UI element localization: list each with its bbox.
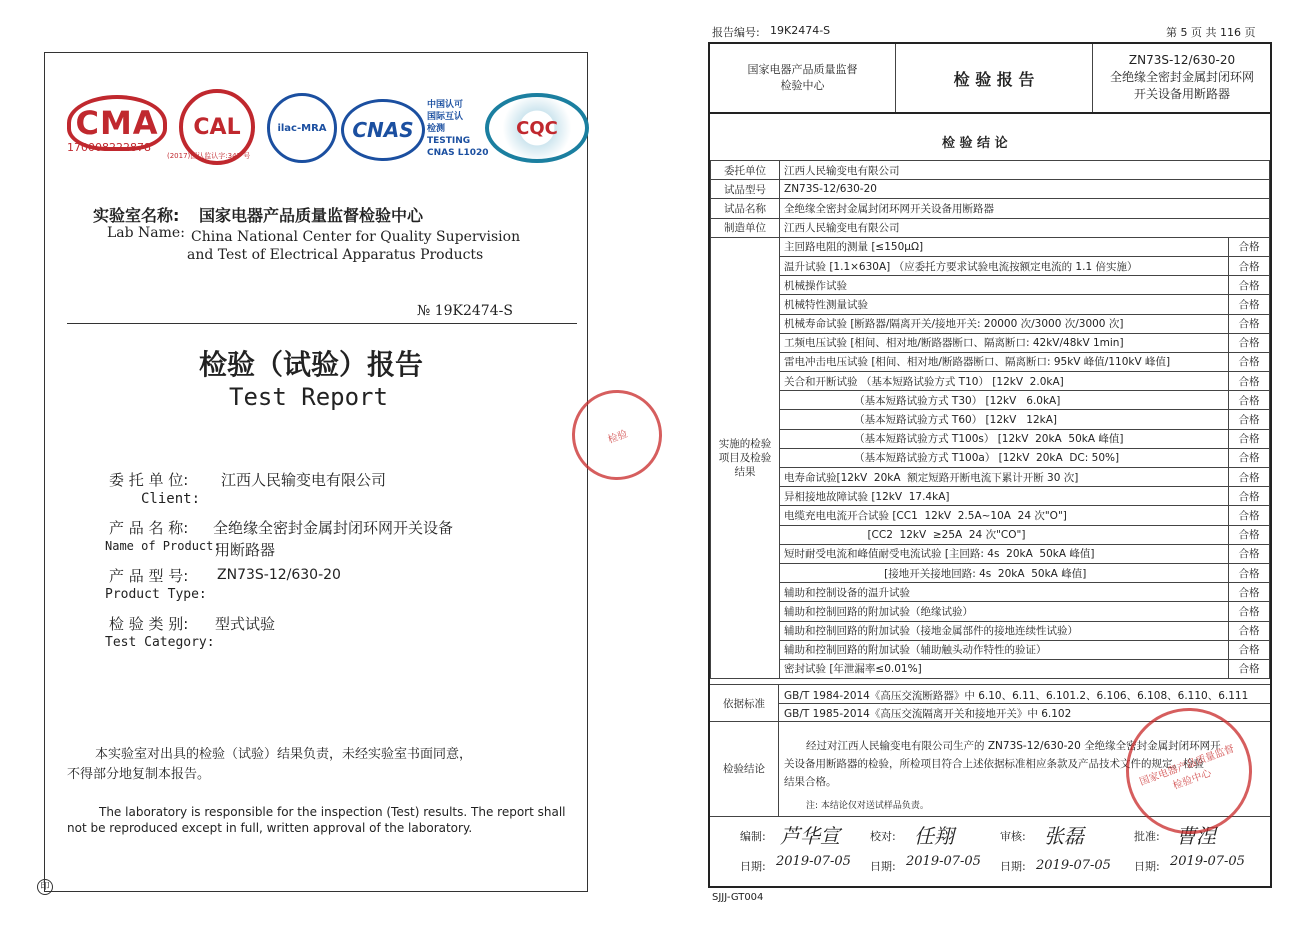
notice-en-1: The laboratory is responsible for the inspection (Test) results. The report shall	[99, 805, 566, 819]
date-label-3: 日期:	[1000, 860, 1026, 873]
test-item-row	[711, 295, 1270, 314]
cnas-note-4: TESTING	[427, 136, 471, 146]
date-value-1: 2019-07-05	[776, 854, 851, 869]
test-item-row	[711, 391, 1270, 410]
test-item-result: 合格	[1229, 314, 1270, 333]
basis-standard-1: GB/T 1984-2014《高压交流断路器》中 6.10、6.11、6.101.2、6.106、6.108、6.110、6.111	[784, 690, 1249, 702]
footer-mark-text: 印	[40, 882, 50, 892]
test-items-label: 实施的检验项目及检验结果	[711, 237, 780, 678]
test-item-text: 辅助和控制回路的附加试验（辅助触头动作特性的验证）	[780, 640, 1229, 659]
info-row-value: 江西人民输变电有限公司	[780, 161, 1270, 180]
report-number-label: 报告编号:	[712, 26, 760, 39]
sign-review-label: 审核:	[1000, 830, 1026, 843]
test-item-result: 合格	[1229, 333, 1270, 352]
header-title	[896, 44, 1093, 112]
type-label-en: Product Type:	[105, 587, 207, 602]
test-item-text: 机械特性测量试验	[780, 295, 1229, 314]
report-conclusion-page	[706, 18, 1276, 918]
cma-logo-text: CMA	[75, 104, 159, 142]
test-item-text: 关合和开断试验 （基本短路试验方式 T10） [12kV 2.0kA]	[780, 372, 1229, 391]
test-item-text: （基本短路试验方式 T60） [12kV 12kA]	[780, 410, 1229, 429]
official-seal-text: 国家电器产品质量监督检验中心	[1138, 743, 1236, 792]
test-item-text: 辅助和控制回路的附加试验（绝缘试验）	[780, 602, 1229, 621]
test-item-result: 合格	[1229, 410, 1270, 429]
test-item-result: 合格	[1229, 295, 1270, 314]
sign-approve-label: 批准:	[1134, 830, 1160, 843]
test-item-row	[711, 621, 1270, 640]
test-item-row	[711, 372, 1270, 391]
lab-name-en-label: Lab Name:	[107, 225, 185, 241]
cnas-logo-text: CNAS	[352, 118, 414, 142]
cnas-note-2: 国际互认	[427, 112, 464, 122]
test-item-result: 合格	[1229, 487, 1270, 506]
sign-compile-label: 编制:	[740, 830, 766, 843]
test-item-row	[711, 640, 1270, 659]
date-value-4: 2019-07-05	[1170, 854, 1245, 869]
header-box	[708, 42, 1272, 114]
cqc-logo-text: CQC	[516, 117, 558, 139]
info-row-value: 全绝缘全密封金属封闭环网开关设备用断路器	[780, 199, 1270, 218]
cma-number: 170008222878	[67, 141, 151, 154]
client-label-en: Client:	[141, 491, 201, 507]
category-label-en: Test Category:	[105, 635, 215, 650]
conclusion-note: 注: 本结论仅对送试样品负责。	[806, 801, 929, 811]
conclusion-heading: 检 验 结 论	[942, 136, 1008, 151]
form-code: SJJJ-GT004	[712, 892, 764, 903]
test-item-row	[711, 410, 1270, 429]
info-row-label: 试品名称	[711, 199, 780, 218]
info-row	[711, 199, 1270, 218]
cnas-notes	[427, 99, 489, 159]
lab-name-en-2: and Test of Electrical Apparatus Products	[187, 247, 484, 263]
report-number: № 19K2474-S	[417, 303, 513, 319]
test-item-text: （基本短路试验方式 T100s） [12kV 20kA 50kA 峰值]	[780, 429, 1229, 448]
test-item-row	[711, 544, 1270, 563]
test-item-text: [CC2 12kV ≥25A 24 次"CO"]	[780, 525, 1229, 544]
client-value: 江西人民输变电有限公司	[221, 471, 387, 489]
test-item-result: 合格	[1229, 256, 1270, 275]
test-item-result: 合格	[1229, 276, 1270, 295]
product-label-en: Name of Product:	[105, 539, 221, 553]
report-number-value: 19K2474-S	[770, 24, 831, 37]
cnas-note-3: 检测	[427, 124, 446, 134]
left-seal-text: 检验	[606, 428, 629, 446]
test-item-row	[711, 659, 1270, 678]
test-item-row	[711, 487, 1270, 506]
test-item-text: 密封试验 [年泄漏率≤0.01%]	[780, 659, 1229, 678]
page-info: 第 5 页 共 116 页	[1166, 26, 1256, 39]
date-value-3: 2019-07-05	[1036, 858, 1111, 873]
test-item-text: 电缆充电电流开合试验 [CC1 12kV 2.5A~10A 24 次"O"]	[780, 506, 1229, 525]
test-item-text: （基本短路试验方式 T30） [12kV 6.0kA]	[780, 391, 1229, 410]
date-label-2: 日期:	[870, 860, 896, 873]
sign-review-signature: 张磊	[1044, 824, 1084, 848]
test-item-text: 主回路电阻的测量 [≤150μΩ]	[780, 237, 1229, 256]
test-item-row	[711, 237, 1270, 256]
header-org-line-2: 检验中心	[780, 79, 825, 92]
header-product-line-3: 开关设备用断路器	[1133, 87, 1230, 101]
test-item-result: 合格	[1229, 544, 1270, 563]
info-row	[711, 218, 1270, 237]
type-value: ZN73S-12/630-20	[217, 567, 341, 583]
basis-label-text: 依据标准	[723, 697, 765, 710]
header-org	[710, 44, 896, 112]
cnas-logo	[341, 99, 425, 161]
type-label-cn: 产 品 型 号:	[109, 567, 189, 585]
basis-divider	[778, 703, 1270, 704]
test-item-row	[711, 525, 1270, 544]
report-number-rule	[67, 323, 577, 324]
header-org-line-1: 国家电器产品质量监督	[747, 63, 858, 76]
info-row-label: 委托单位	[711, 161, 780, 180]
ilac-logo-text: ilac-MRA	[277, 122, 327, 134]
client-label-cn: 委 托 单 位:	[109, 471, 189, 489]
test-item-result: 合格	[1229, 525, 1270, 544]
test-item-result: 合格	[1229, 429, 1270, 448]
test-item-text: 机械操作试验	[780, 276, 1229, 295]
date-label-4: 日期:	[1134, 860, 1160, 873]
test-item-text: （基本短路试验方式 T100a） [12kV 20kA DC: 50%]	[780, 448, 1229, 467]
header-product	[1092, 44, 1272, 112]
product-value-2: 用断路器	[215, 541, 276, 559]
product-value-1: 全绝缘全密封金属封闭环网开关设备	[213, 519, 454, 537]
test-item-row	[711, 256, 1270, 275]
conclusion-label-text: 检验结论	[723, 762, 765, 775]
test-item-text: 温升试验 [1.1×630A] （应委托方要求试验电流按额定电流的 1.1 倍实施）	[780, 256, 1229, 275]
sign-compile-signature: 芦华宣	[780, 824, 840, 848]
ilac-logo	[267, 93, 337, 163]
conclusion-line-3: 结果合格。	[784, 776, 837, 788]
sign-check-label: 校对:	[870, 830, 896, 843]
test-item-row	[711, 429, 1270, 448]
test-item-result: 合格	[1229, 563, 1270, 582]
cal-logo-text: CAL	[193, 114, 241, 140]
sign-check-signature: 任翔	[914, 824, 954, 848]
test-item-text: 电寿命试验[12kV 20kA 额定短路开断电流下累计开断 30 次]	[780, 468, 1229, 487]
test-item-result: 合格	[1229, 659, 1270, 678]
footer-mark	[37, 879, 53, 895]
info-row-label: 试品型号	[711, 180, 780, 199]
test-item-result: 合格	[1229, 391, 1270, 410]
report-title-en: Test Report	[229, 383, 388, 411]
lab-name-cn: 国家电器产品质量监督检验中心	[199, 206, 424, 225]
test-item-text: [接地开关接地回路: 4s 20kA 50kA 峰值]	[780, 563, 1229, 582]
test-item-row	[711, 448, 1270, 467]
notice-cn-2: 不得部分地复制本报告。	[67, 767, 211, 782]
test-item-result: 合格	[1229, 352, 1270, 371]
test-item-text: 异相接地故障试验 [12kV 17.4kA]	[780, 487, 1229, 506]
test-item-result: 合格	[1229, 640, 1270, 659]
cnas-note-5: CNAS L1020	[427, 148, 489, 158]
report-title-cn: 检验（试验）报告	[199, 348, 424, 381]
info-row-value: 江西人民输变电有限公司	[780, 218, 1270, 237]
header-product-line-1: ZN73S-12/630-20	[1128, 53, 1236, 67]
cnas-note-1: 中国认可	[427, 100, 464, 110]
info-row-value: ZN73S-12/630-20	[780, 180, 1270, 199]
test-item-row	[711, 583, 1270, 602]
test-item-row	[711, 314, 1270, 333]
test-item-text: 短时耐受电流和峰值耐受电流试验 [主回路: 4s 20kA 50kA 峰值]	[780, 544, 1229, 563]
lab-name-cn-label: 实验室名称:	[93, 206, 180, 225]
test-item-row	[711, 602, 1270, 621]
date-value-2: 2019-07-05	[906, 854, 981, 869]
product-label-cn: 产 品 名 称:	[109, 519, 189, 537]
basis-standard-2: GB/T 1985-2014《高压交流隔离开关和接地开关》中 6.102	[784, 708, 1072, 720]
basis-label	[710, 685, 779, 721]
test-item-text: 雷电冲击电压试验 [相间、相对地/断路器断口、隔离断口: 95kV 峰值/110kV 峰值]	[780, 352, 1229, 371]
conclusion-table	[710, 160, 1270, 679]
info-row-label: 制造单位	[711, 218, 780, 237]
conclusion-line-1: 经过对江西人民输变电有限公司生产的 ZN73S-12/630-20 全绝缘全密封金属封闭环网开	[806, 740, 1221, 752]
info-row	[711, 180, 1270, 199]
test-item-row	[711, 352, 1270, 371]
test-item-result: 合格	[1229, 372, 1270, 391]
test-item-result: 合格	[1229, 602, 1270, 621]
test-item-text: 辅助和控制回路的附加试验（接地金属部件的接地连续性试验）	[780, 621, 1229, 640]
sign-approve-signature: 曹涅	[1176, 824, 1216, 848]
conclusion-line-2: 关设备用断路器的检验，所检项目符合上述依据标准相应条款及产品技术文件的规定。检验	[784, 758, 1204, 770]
test-item-row	[711, 506, 1270, 525]
cal-note: (2017)国认监认字:347 号	[167, 152, 251, 160]
test-item-result: 合格	[1229, 468, 1270, 487]
test-item-text: 工频电压试验 [相间、相对地/断路器断口、隔离断口: 42kV/48kV 1min]	[780, 333, 1229, 352]
test-item-result: 合格	[1229, 506, 1270, 525]
test-item-text: 机械寿命试验 [断路器/隔离开关/接地开关: 20000 次/3000 次/3000 次]	[780, 314, 1229, 333]
date-label-1: 日期:	[740, 860, 766, 873]
test-item-result: 合格	[1229, 448, 1270, 467]
test-item-row	[711, 333, 1270, 352]
notice-en-2: not be reproduced except in full, written approval of the laboratory.	[67, 821, 473, 835]
lab-name-en-1: China National Center for Quality Supervision	[191, 229, 521, 245]
info-row	[711, 161, 1270, 180]
category-label-cn: 检 验 类 别:	[109, 615, 189, 633]
test-item-result: 合格	[1229, 237, 1270, 256]
header-product-line-2: 全绝缘全密封金属封闭环网	[1109, 70, 1254, 84]
test-item-row	[711, 468, 1270, 487]
category-value: 型式试验	[215, 615, 276, 633]
header-title-text: 检 验 报 告	[953, 69, 1035, 89]
test-item-result: 合格	[1229, 583, 1270, 602]
notice-cn-1: 本实验室对出具的检验（试验）结果负责，未经实验室书面同意，	[95, 747, 473, 762]
test-item-row	[711, 276, 1270, 295]
test-item-result: 合格	[1229, 621, 1270, 640]
conclusion-label	[710, 720, 779, 816]
test-item-row	[711, 563, 1270, 582]
test-item-text: 辅助和控制设备的温升试验	[780, 583, 1229, 602]
cqc-logo	[485, 93, 589, 163]
report-cover-page	[40, 52, 588, 892]
